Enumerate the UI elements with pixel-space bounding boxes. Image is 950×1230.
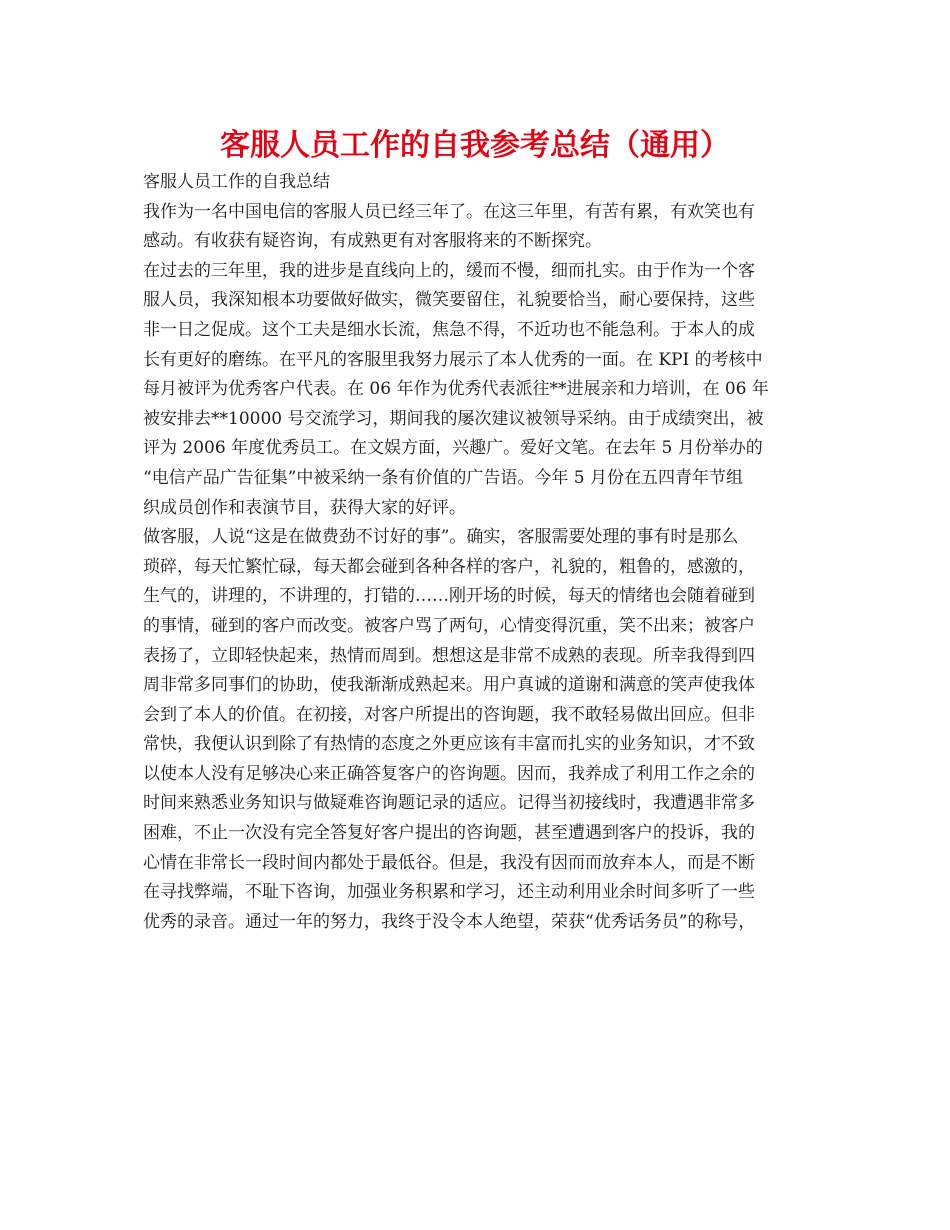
text-line: 表扬了，立即轻快起来，热情而周到。想想这是非常不成熟的表现。所幸我得到四 <box>143 645 755 666</box>
text-line: 评为 2006 年度优秀员工。在文娱方面，兴趣广。爱好文笔。在去年 5 月份举办的 <box>143 438 763 459</box>
text-line: 会到了本人的价值。在初接，对客户所提出的咨询题，我不敢轻易做出回应。但非 <box>143 704 755 725</box>
text-line: 优秀的录音。通过一年的努力，我终于没令本人绝望，荣获“优秀话务员”的称号， <box>143 911 756 932</box>
text-line: 感动。有收获有疑咨询，有成熟更有对客服将来的不断探究。 <box>143 231 602 252</box>
text-line: 心情在非常长一段时间内都处于最低谷。但是，我没有因而而放弃本人，而是不断 <box>143 852 755 873</box>
text-line: 琐碎，每天忙繁忙碌，每天都会碰到各种各样的客户，礼貌的，粗鲁的，感激的， <box>143 556 755 577</box>
document-subtitle: 客服人员工作的自我总结 <box>143 172 330 192</box>
text-line: 长有更好的磨练。在平凡的客服里我努力展示了本人优秀的一面。在 KPI 的考核中 <box>143 349 763 370</box>
text-line: 周非常多同事们的协助，使我渐渐成熟起来。用户真诚的道谢和满意的笑声使我体 <box>143 675 755 696</box>
text-line: 常快，我便认识到除了有热情的态度之外更应该有丰富而扎实的业务知识，才不致 <box>143 734 755 755</box>
text-line: 生气的，讲理的，不讲理的，打错的……刚开场的时候，每天的情绪也会随着碰到 <box>143 586 755 607</box>
text-line: 每月被评为优秀客户代表。在 06 年作为优秀代表派往**进展亲和力培训，在 06 年 <box>143 379 769 400</box>
text-line: 在过去的三年里，我的进步是直线向上的，缓而不慢，细而扎实。由于作为一个客 <box>143 260 755 281</box>
text-line: 被安排去**10000 号交流学习，期间我的屡次建议被领导采纳。由于成绩突出，被 <box>143 408 764 429</box>
text-line: 在寻找弊端，不耻下咨询，加强业务积累和学习，还主动利用业余时间多听了一些 <box>143 882 755 903</box>
text-line: “电信产品广告征集”中被采纳一条有价值的广告语。今年 5 月份在五四青年节组 <box>143 467 744 488</box>
text-line: 以使本人没有足够决心来正确答复客户的咨询题。因而，我养成了利用工作之余的 <box>143 763 755 784</box>
paragraph-3 <box>143 523 823 937</box>
text-line: 困难，不止一次没有完全答复好客户提出的咨询题，甚至遭遇到客户的投诉，我的 <box>143 823 755 844</box>
paragraph-2 <box>143 257 823 523</box>
text-line: 做客服，人说“这是在做费劲不讨好的事”。确实，客服需要处理的事有时是那么 <box>143 527 739 548</box>
text-line: 服人员，我深知根本功要做好做实，微笑要留住，礼貌要恰当，耐心要保持，这些 <box>143 290 755 311</box>
paragraph-1 <box>143 198 823 257</box>
text-line: 织成员创作和表演节目，获得大家的好评。 <box>143 497 466 518</box>
text-line: 非一日之促成。这个工夫是细水长流，焦急不得，不近功也不能急利。于本人的成 <box>143 319 755 340</box>
text-line: 时间来熟悉业务知识与做疑难咨询题记录的适应。记得当初接线时，我遭遇非常多 <box>143 793 755 814</box>
text-line: 我作为一名中国电信的客服人员已经三年了。在这三年里，有苦有累，有欢笑也有 <box>143 201 755 222</box>
text-line: 的事情，碰到的客户而改变。被客户骂了两句，心情变得沉重，笑不出来；被客户 <box>143 615 755 636</box>
document-body <box>143 168 823 937</box>
document-title: 客服人员工作的自我参考总结（通用） <box>220 128 730 163</box>
